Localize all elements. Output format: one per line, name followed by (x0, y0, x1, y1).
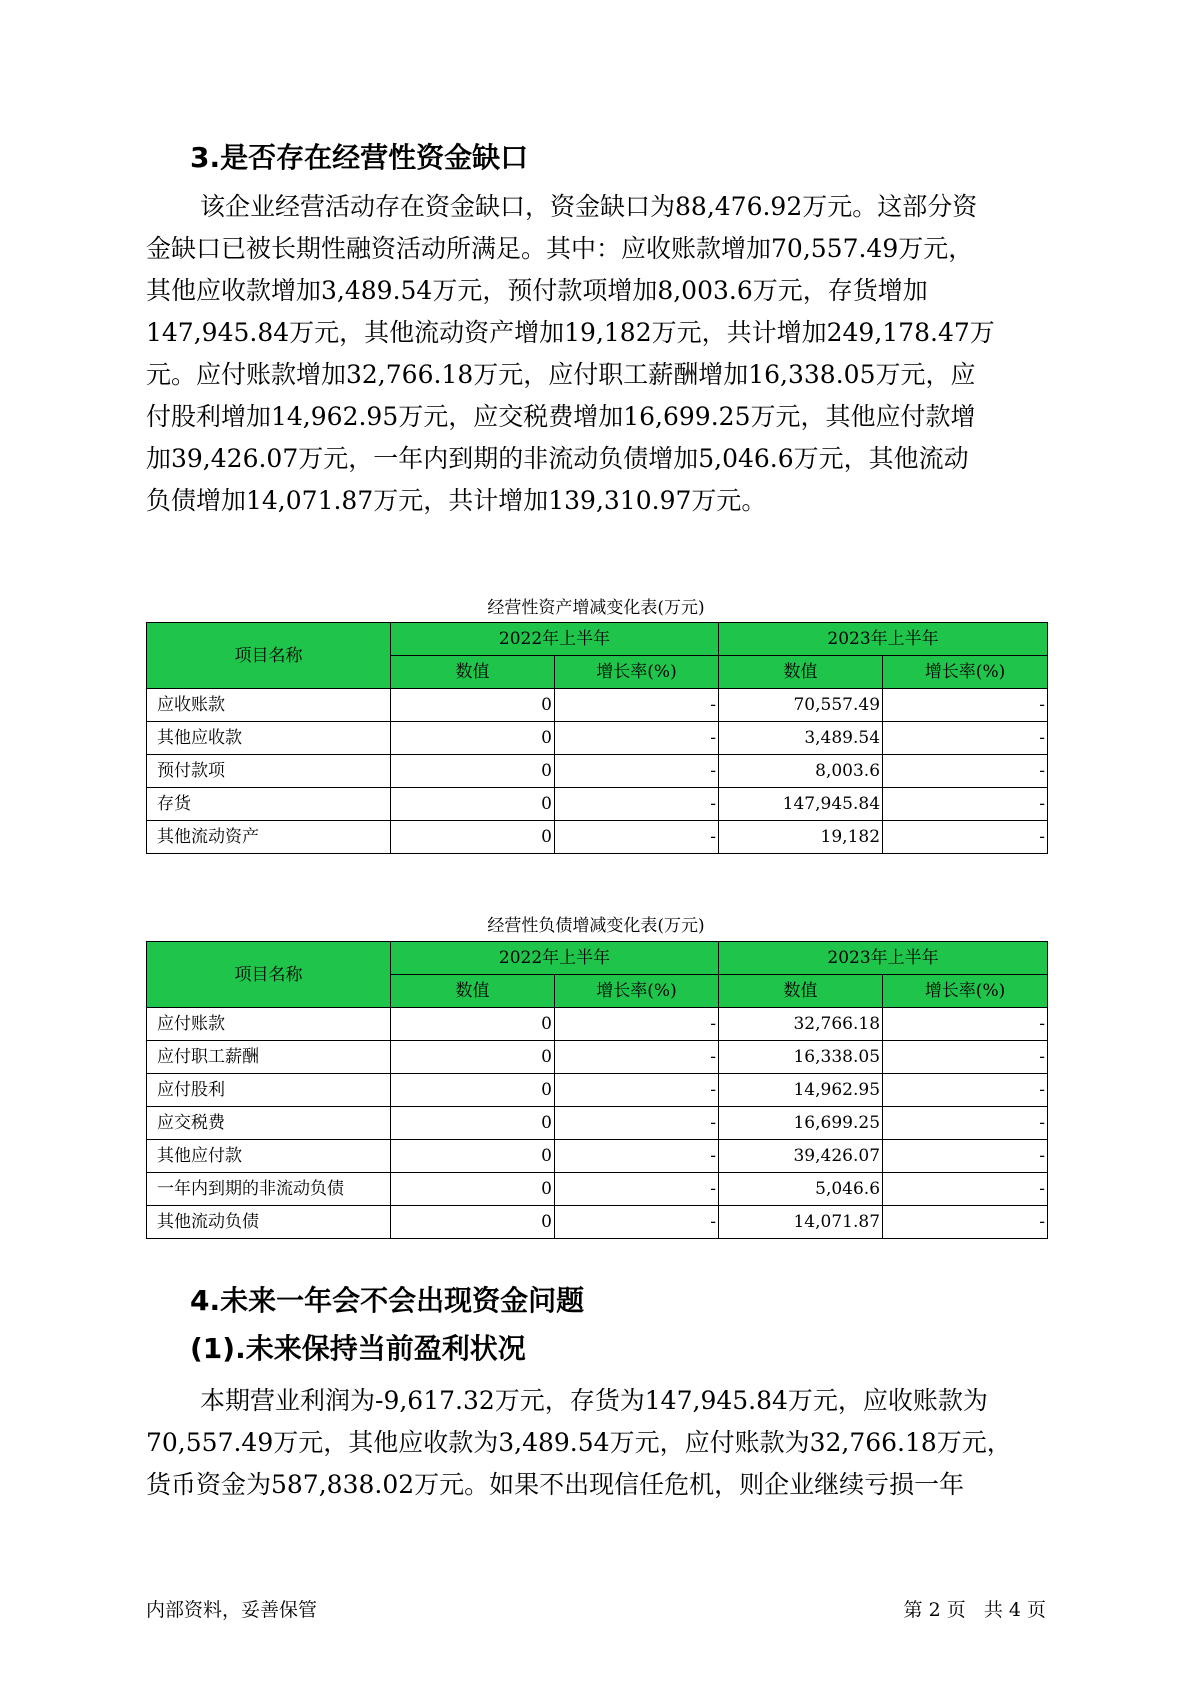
table1-caption: 经营性资产增减变化表(万元) (487, 598, 705, 618)
table-row (147, 1140, 1048, 1173)
header-value-2022: 数值 (391, 656, 555, 689)
row-name: 应收账款 (147, 689, 391, 722)
growth-2023: - (883, 722, 1048, 755)
paragraph-line: 负债增加14,071.87万元，共计增加139,310.97万元。 (146, 486, 767, 515)
row-name: 应付账款 (147, 1008, 391, 1041)
growth-2023: - (883, 755, 1048, 788)
header-value-2023: 数值 (719, 975, 883, 1008)
table-row (147, 1074, 1048, 1107)
page-number: 第 2 页 共 4 页 (903, 1599, 1046, 1621)
growth-2022: - (555, 821, 719, 854)
growth-2022: - (555, 1074, 719, 1107)
section3-paragraph (146, 186, 1046, 522)
paragraph-line: 本期营业利润为-9,617.32万元，存货为147,945.84万元，应收账款为 (200, 1386, 988, 1415)
growth-2023: - (883, 1041, 1048, 1074)
paragraph-line: 加39,426.07万元，一年内到期的非流动负债增加5,046.6万元，其他流动 (146, 444, 969, 473)
header-item-name: 项目名称 (147, 942, 391, 1008)
value-2022: 0 (391, 722, 555, 755)
value-2022: 0 (391, 755, 555, 788)
value-2022: 0 (391, 1206, 555, 1239)
growth-2022: - (555, 1140, 719, 1173)
header-growth-2023: 增长率(%) (883, 975, 1048, 1008)
header-period-2022: 2022年上半年 (391, 623, 719, 656)
table-row (147, 788, 1048, 821)
value-2023: 39,426.07 (719, 1140, 883, 1173)
paragraph-line: 其他应收款增加3,489.54万元，预付款项增加8,003.6万元，存货增加 (146, 276, 928, 305)
value-2023: 14,962.95 (719, 1074, 883, 1107)
value-2023: 5,046.6 (719, 1173, 883, 1206)
value-2023: 16,699.25 (719, 1107, 883, 1140)
value-2023: 147,945.84 (719, 788, 883, 821)
row-name: 一年内到期的非流动负债 (147, 1173, 391, 1206)
table-row (147, 1041, 1048, 1074)
section4-paragraph (146, 1380, 1046, 1506)
header-period-2023: 2023年上半年 (719, 942, 1048, 975)
section3-heading: 3.是否存在经营性资金缺口 (190, 141, 529, 174)
row-name: 其他流动资产 (147, 821, 391, 854)
growth-2022: - (555, 1041, 719, 1074)
operating-assets-table (146, 622, 1048, 854)
growth-2022: - (555, 1206, 719, 1239)
table-row (147, 821, 1048, 854)
growth-2023: - (883, 788, 1048, 821)
value-2022: 0 (391, 1041, 555, 1074)
value-2022: 0 (391, 1140, 555, 1173)
header-item-name: 项目名称 (147, 623, 391, 689)
value-2022: 0 (391, 689, 555, 722)
row-name: 应交税费 (147, 1107, 391, 1140)
row-name: 其他流动负债 (147, 1206, 391, 1239)
table-row (147, 1206, 1048, 1239)
table-row (147, 1107, 1048, 1140)
header-value-2022: 数值 (391, 975, 555, 1008)
paragraph-line: 该企业经营活动存在资金缺口，资金缺口为88,476.92万元。这部分资 (200, 192, 978, 221)
value-2023: 3,489.54 (719, 722, 883, 755)
row-name: 其他应付款 (147, 1140, 391, 1173)
value-2022: 0 (391, 1008, 555, 1041)
paragraph-line: 70,557.49万元，其他应收款为3,489.54万元，应付账款为32,766.18万元， (146, 1428, 1012, 1457)
growth-2023: - (883, 1173, 1048, 1206)
growth-2022: - (555, 755, 719, 788)
growth-2023: - (883, 1074, 1048, 1107)
table2-caption: 经营性负债增减变化表(万元) (487, 916, 705, 936)
growth-2022: - (555, 1008, 719, 1041)
operating-liabilities-table (146, 941, 1048, 1239)
header-growth-2022: 增长率(%) (555, 975, 719, 1008)
header-growth-2023: 增长率(%) (883, 656, 1048, 689)
row-name: 应付股利 (147, 1074, 391, 1107)
section4-subheading: (1).未来保持当前盈利状况 (190, 1332, 526, 1365)
growth-2022: - (555, 788, 719, 821)
table-row (147, 1008, 1048, 1041)
growth-2023: - (883, 689, 1048, 722)
table-row (147, 689, 1048, 722)
growth-2023: - (883, 1140, 1048, 1173)
value-2023: 32,766.18 (719, 1008, 883, 1041)
growth-2022: - (555, 1107, 719, 1140)
growth-2022: - (555, 689, 719, 722)
value-2023: 8,003.6 (719, 755, 883, 788)
paragraph-line: 147,945.84万元，其他流动资产增加19,182万元，共计增加249,178.47万 (146, 318, 995, 347)
growth-2023: - (883, 1206, 1048, 1239)
header-growth-2022: 增长率(%) (555, 656, 719, 689)
value-2023: 14,071.87 (719, 1206, 883, 1239)
header-value-2023: 数值 (719, 656, 883, 689)
paragraph-line: 货币资金为587,838.02万元。如果不出现信任危机，则企业继续亏损一年 (146, 1470, 965, 1499)
row-name: 预付款项 (147, 755, 391, 788)
row-name: 应付职工薪酬 (147, 1041, 391, 1074)
value-2023: 70,557.49 (719, 689, 883, 722)
value-2023: 19,182 (719, 821, 883, 854)
table-row (147, 1173, 1048, 1206)
growth-2023: - (883, 1107, 1048, 1140)
paragraph-line: 金缺口已被长期性融资活动所满足。其中：应收账款增加70,557.49万元， (146, 234, 974, 263)
header-period-2023: 2023年上半年 (719, 623, 1048, 656)
footer-left: 内部资料，妥善保管 (146, 1599, 318, 1621)
value-2022: 0 (391, 821, 555, 854)
paragraph-line: 付股利增加14,962.95万元，应交税费增加16,699.25万元，其他应付款增 (146, 402, 976, 431)
value-2022: 0 (391, 1074, 555, 1107)
table-row (147, 755, 1048, 788)
growth-2022: - (555, 722, 719, 755)
header-period-2022: 2022年上半年 (391, 942, 719, 975)
row-name: 存货 (147, 788, 391, 821)
table-row (147, 722, 1048, 755)
value-2022: 0 (391, 1173, 555, 1206)
growth-2022: - (555, 1173, 719, 1206)
value-2022: 0 (391, 1107, 555, 1140)
row-name: 其他应收款 (147, 722, 391, 755)
growth-2023: - (883, 821, 1048, 854)
section4-heading: 4.未来一年会不会出现资金问题 (190, 1284, 585, 1317)
value-2022: 0 (391, 788, 555, 821)
value-2023: 16,338.05 (719, 1041, 883, 1074)
growth-2023: - (883, 1008, 1048, 1041)
paragraph-line: 元。应付账款增加32,766.18万元，应付职工薪酬增加16,338.05万元，应 (146, 360, 976, 389)
